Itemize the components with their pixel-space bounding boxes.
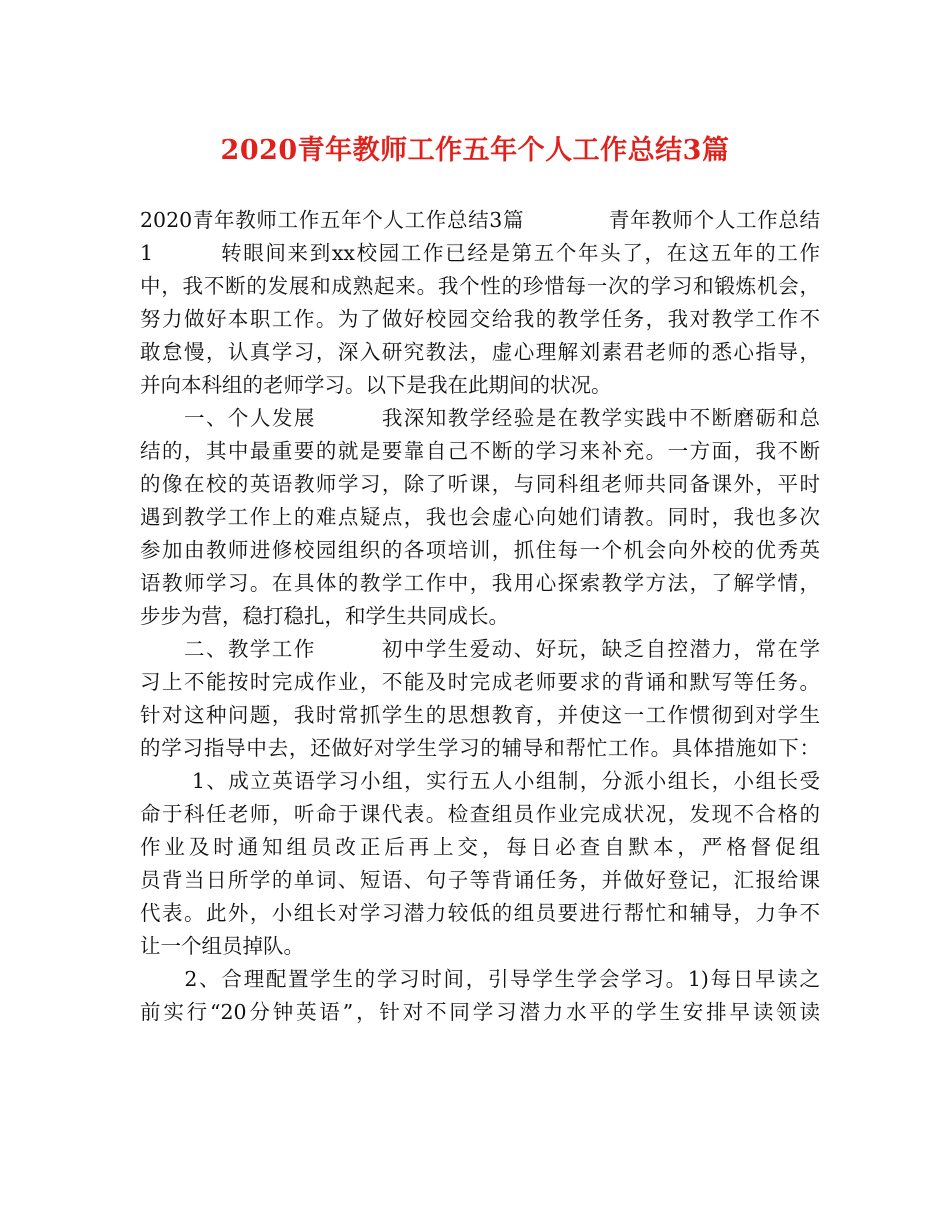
paragraph-line: 1 转眼间来到xx校园工作已经是第五个年头了，在这五年的工作 [140, 241, 820, 265]
document-title: 2020青年教师工作五年个人工作总结3篇 [220, 135, 730, 166]
paragraph-line: 参加由教师进修校园组织的各项培训，抓住每一个机会向外校的优秀英 [140, 538, 820, 562]
paragraph-line: 并向本科组的老师学习。以下是我在此期间的状况。 [140, 373, 612, 397]
paragraph-line: 前实行“20分钟英语”，针对不同学习潜力水平的学生安排早读领读 [140, 1000, 820, 1024]
paragraph-line: 让一个组员掉队。 [140, 934, 304, 958]
paragraph-line: 命于科任老师，听命于课代表。检查组员作业完成状况，发现不合格的 [140, 802, 820, 826]
document-body [140, 204, 820, 1029]
paragraph-line: 习上不能按时完成作业，不能及时完成老师要求的背诵和默写等任务。 [140, 670, 820, 694]
paragraph-line: 敢怠慢，认真学习，深入研究教法，虚心理解刘素君老师的悉心指导， [140, 340, 820, 364]
paragraph-line: 员背当日所学的单词、短语、句子等背诵任务，并做好登记，汇报给课 [140, 868, 820, 892]
paragraph-line: 一、个人发展 我深知教学经验是在教学实践中不断磨砺和总 [140, 406, 820, 430]
paragraph-line: 二、教学工作 初中学生爱动、好玩，缺乏自控潜力，常在学 [140, 637, 820, 661]
paragraph-line: 针对这种问题，我时常抓学生的思想教育，并使这一工作惯彻到对学生 [140, 703, 820, 727]
paragraph-line: 1、成立英语学习小组，实行五人小组制，分派小组长，小组长受 [140, 769, 820, 793]
paragraph-line: 结的，其中最重要的就是要靠自己不断的学习来补充。一方面，我不断 [140, 439, 820, 463]
paragraph-line: 遇到教学工作上的难点疑点，我也会虚心向她们请教。同时，我也多次 [140, 505, 820, 529]
paragraph-line: 作业及时通知组员改正后再上交，每日必查自默本，严格督促组 [140, 835, 820, 859]
paragraph-line: 的像在校的英语教师学习，除了听课，与同科组老师共同备课外，平时 [140, 472, 820, 496]
paragraph-line: 语教师学习。在具体的教学工作中，我用心探索教学方法，了解学情， [140, 571, 820, 595]
paragraph-line: 步步为营，稳打稳扎，和学生共同成长。 [140, 604, 509, 628]
paragraph-line: 中，我不断的发展和成熟起来。我个性的珍惜每一次的学习和锻炼机会， [140, 274, 820, 298]
paragraph-line: 努力做好本职工作。为了做好校园交给我的教学任务，我对教学工作不 [140, 307, 820, 331]
paragraph-line: 2020青年教师工作五年个人工作总结3篇 青年教师个人工作总结 [140, 208, 820, 232]
paragraph-line: 代表。此外，小组长对学习潜力较低的组员要进行帮忙和辅导，力争不 [140, 901, 820, 925]
paragraph-line: 2、合理配置学生的学习时间，引导学生学会学习。1)每日早读之 [140, 967, 820, 991]
paragraph-line: 的学习指导中去，还做好对学生学习的辅导和帮忙工作。具体措施如下： [140, 736, 820, 760]
